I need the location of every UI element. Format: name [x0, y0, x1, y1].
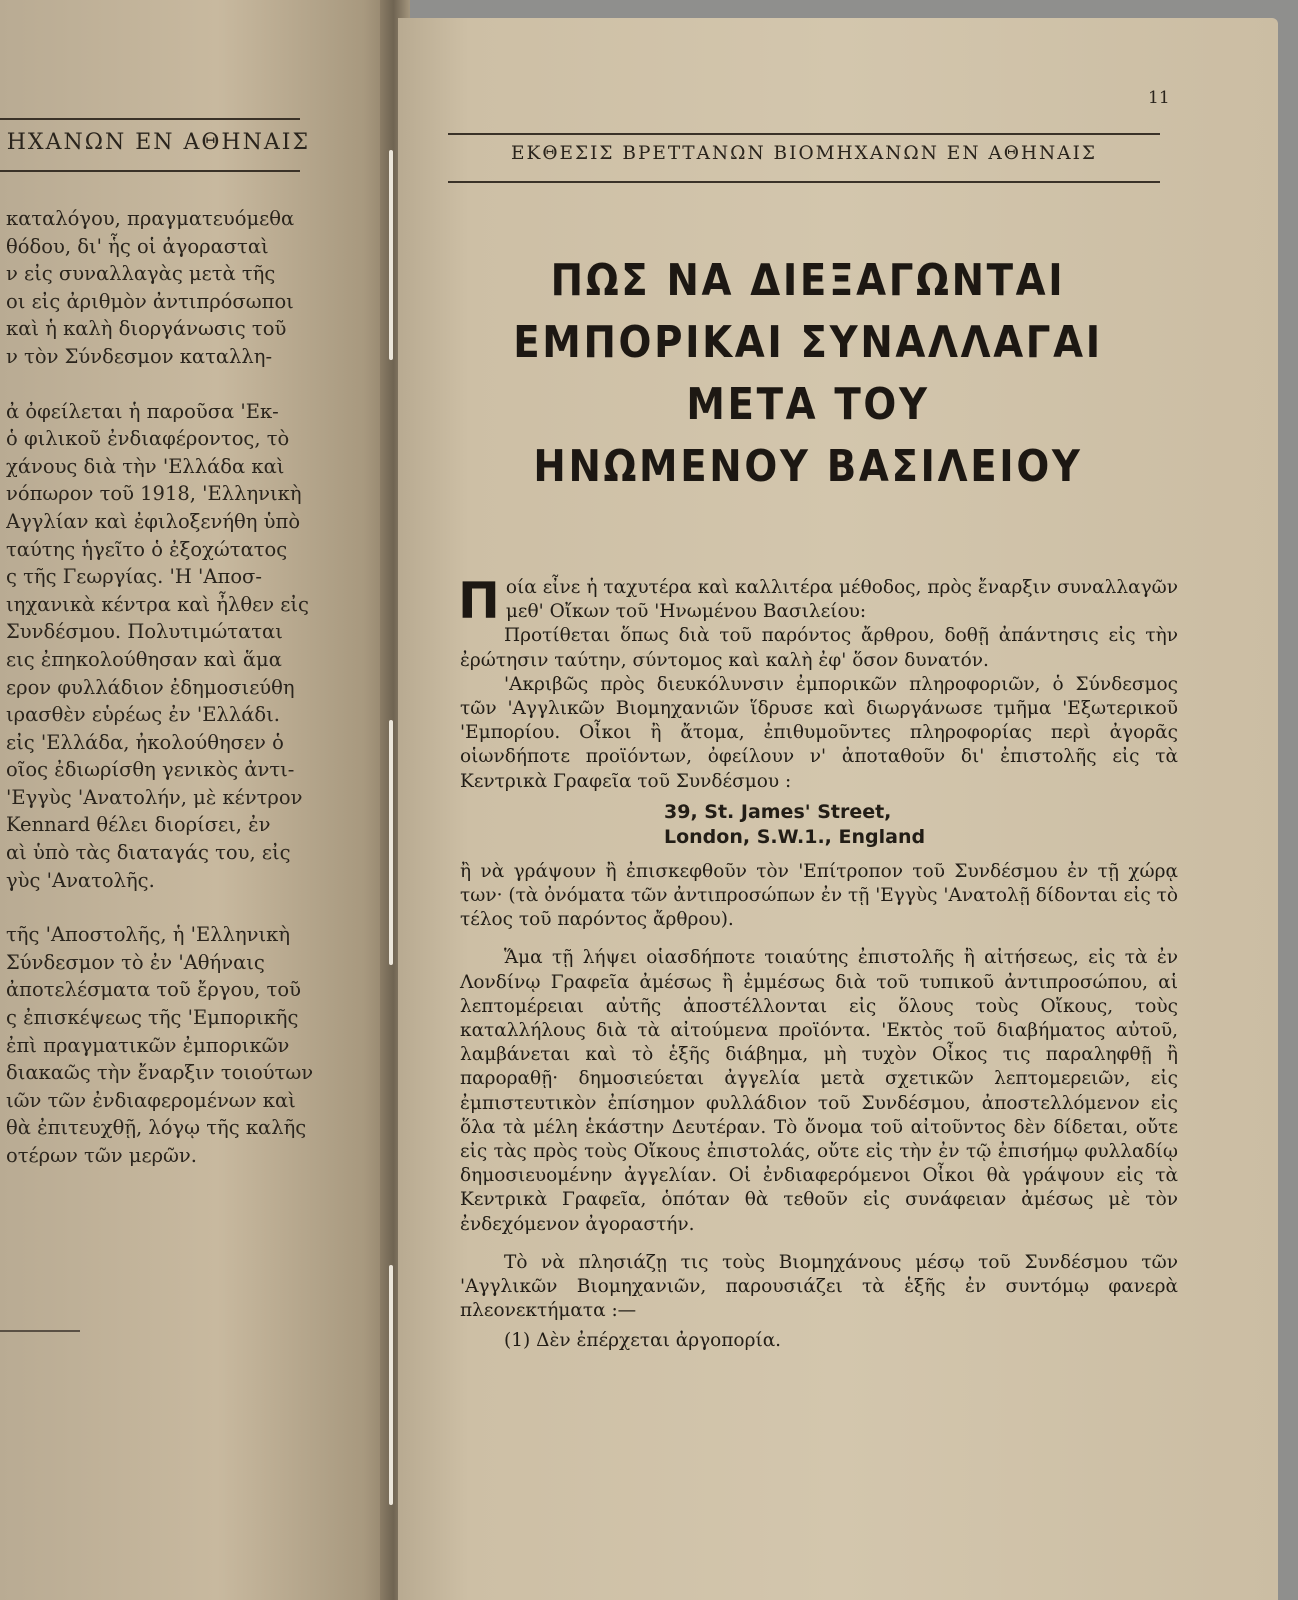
header-rule-bottom	[448, 181, 1160, 183]
left-header-rule-bottom	[0, 170, 300, 172]
title-line: ΠΩΣ ΝΑ ΔΙΕΞΑΓΩΝΤΑΙ	[550, 255, 1066, 306]
left-text-line: νόπωρον τοῦ 1918, 'Ελληνικὴ	[6, 482, 302, 506]
left-text-line: ς τῆς Γεωργίας. 'Η 'Αποσ-	[6, 565, 262, 589]
title-line: ΕΜΠΟΡΙΚΑΙ ΣΥΝΑΛΛΑΓΑΙ	[513, 317, 1103, 368]
left-text-line: ιῶν τῶν ἐνδιαφερομένων καὶ	[6, 1088, 296, 1112]
address-block	[664, 800, 1178, 850]
left-text-line: ν εἰς συναλλαγὰς μετὰ τῆς	[6, 262, 276, 286]
left-text-line: ιηχανικὰ κέντρα καὶ ἦλθεν εἰς	[6, 592, 309, 616]
left-text-line: εἰς 'Ελλάδα, ἠκολούθησεν ὁ	[6, 730, 284, 754]
left-paragraph-3	[6, 921, 321, 1169]
article-title	[438, 250, 1178, 498]
drop-cap: Π	[458, 572, 500, 630]
right-page	[398, 18, 1278, 1600]
left-text-line: οτέρων τῶν μερῶν.	[6, 1144, 197, 1167]
left-text-line: ερον φυλλάδιον ἐδημοσιεύθη	[6, 675, 295, 699]
address-city: London, S.W.1., England	[664, 825, 926, 848]
title-line: ΜΕΤΑ ΤΟΥ	[686, 379, 930, 430]
left-text-line: γὺς 'Ανατολῆς.	[6, 868, 155, 892]
left-text-line: ν τὸν Σύνδεσμον καταλλη-	[6, 344, 273, 368]
left-text-line: καὶ ἡ καλὴ διοργάνωσις τοῦ	[6, 317, 287, 341]
left-running-head: ΗΧΑΝΩΝ ΕΝ ΑΘΗΝΑΙΣ	[6, 130, 310, 155]
list-item: (1) Δὲν ἐπέρχεται ἀργοπορία.	[504, 1330, 782, 1352]
left-text-line: θὰ ἐπιτευχθῇ, λόγῳ τῆς καλῆς	[6, 1116, 307, 1140]
left-text-line: Συνδέσμου. Πολυτιμώταται	[6, 620, 283, 644]
article-body	[458, 572, 1178, 1354]
left-text-line: οῖος ἐδιωρίσθη γενικὸς ἀντι-	[6, 758, 295, 782]
binding-stitch	[389, 720, 393, 965]
left-text-line: χάνους διὰ τὴν 'Ελλάδα καὶ	[6, 454, 285, 478]
left-text-line: ἀποτελέσματα τοῦ ἔργου, τοῦ	[6, 978, 301, 1002]
left-text-line: εις ἐπηκολούθησαν καὶ ἅμα	[6, 647, 282, 671]
left-text-line: Αγγλίαν καὶ ἐφιλοξενήθη ὑπὸ	[6, 509, 301, 533]
header-rule-top	[448, 133, 1160, 135]
paragraph: ἢ νὰ γράψουν ἢ ἐπισκεφθοῦν τὸν 'Επίτροπον τοῦ Συνδέσμου ἐν τῇ χώρᾳ των· (τὰ ὀνόματα τῶν ἀντιπροσώπων ἐν τῇ 'Εγγὺς 'Ανατολῇ δίδονται εἰς τὸ τέλος τοῦ παρόντος ἄρθρου).	[460, 860, 1178, 931]
left-text-line: καταλόγου, πραγματευόμεθα	[6, 207, 295, 230]
paragraph: Τὸ νὰ πλησιάζῃ τις τοὺς Βιομηχάνους μέσῳ τοῦ Συνδέσμου τῶν 'Αγγλικῶν Βιομηχανιῶν, παρουσιάζει τὰ ἑξῆς ἐν συντόμῳ φανερὰ πλεονεκτήματα :—	[460, 1251, 1178, 1322]
running-head: ΕΚΘΕΣΙΣ ΒΡΕΤΤΑΝΩΝ ΒΙΟΜΗΧΑΝΩΝ ΕΝ ΑΘΗΝΑΙΣ	[511, 143, 1097, 164]
binding-stitch	[389, 150, 393, 360]
left-text-line: ἐπὶ πραγματικῶν ἐμπορικῶν	[6, 1033, 290, 1057]
left-text-line: τῆς 'Αποστολῆς, ἡ 'Ελληνικὴ	[6, 923, 291, 947]
left-end-rule	[0, 1330, 80, 1332]
paragraph: Ἅμα τῇ λήψει οἱασδήποτε τοιαύτης ἐπιστολῆς ἢ αἰτήσεως, εἰς τὰ ἐν Λονδίνῳ Γραφεῖα ἀμέσως ἢ ἐμμέσως διὰ τοῦ τυπικοῦ ἀντιπροσώπου, αἱ λεπτομέρειαι αὐτῆς ἀποστέλλονται εἰς ὅλους τοὺς Οἴκους, τοὺς καταλλήλους διὰ τὰ αἰτούμενα προϊόντα. 'Εκτὸς τοῦ διαβήματος αὐτοῦ, λαμβάνεται καὶ τὸ ἑξῆς διάβημα, μὴ τυχὸν Οἶκος τις παραληφθῇ ἢ παροραθῇ· δημοσιεύεται ἀγγελία μετὰ σχετικῶν λεπτομερειῶν, εἰς ἐμπιστευτικὸν ἐπίσημον φυλλάδιον τοῦ Συνδέσμου, ἀποστελλόμενον εἰς ὅλα τὰ μέλη ἑκάστην Δευτέραν. Τὸ ὄνομα τοῦ αἰτοῦντος δὲν δίδεται, οὔτε εἰς τὰς πρὸς τοὺς Οἴκους ἐπιστολάς, οὔτε εἰς τὴν ἐν τῷ ἐπισήμῳ φυλλαδίῳ δημοσιευομένην ἀγγελίαν. Οἱ ἐνδιαφερόμενοι Οἶκοι θὰ γράψουν εἰς τὰ Κεντρικὰ Γραφεῖα, ὁπόταν θὰ τεθοῦν εἰς συνάφειαν ἀμέσως μὲ τὸν ἐνδεχόμενον ἀγοραστήν.	[460, 947, 1178, 1235]
title-line: ΗΝΩΜΕΝΟΥ ΒΑΣΙΛΕΙΟΥ	[533, 441, 1083, 492]
paragraph: 'Ακριβῶς πρὸς διευκόλυνσιν ἐμπορικῶν πληροφοριῶν, ὁ Σύνδεσμος τῶν 'Αγγλικῶν Βιομηχανιῶν ἵδρυσε καὶ διωργάνωσε τμῆμα 'Εξωτερικοῦ 'Εμπορίου. Οἶκοι ἢ ἄτομα, ἐπιθυμοῦντες πληροφορίας περὶ ἀγορᾶς οἱωνδήποτε προϊόντων, ὀφείλουν ν' ἀποταθοῦν δι' ἐπιστολῆς εἰς τὰ Κεντρικὰ Γραφεῖα τοῦ Συνδέσμου :	[460, 673, 1178, 792]
left-text-line: Kennard θέλει διορίσει, ἐν	[6, 813, 271, 837]
left-paragraph-1	[6, 205, 321, 371]
left-text-line: οι εἰς ἀριθμὸν ἀντιπρόσωποι	[6, 289, 294, 313]
intro-paragraph	[458, 572, 1178, 630]
left-text-line: αὶ ὑπὸ τὰς διαταγάς του, εἰς	[6, 841, 291, 865]
left-text-line: ἀ ὀφείλεται ἡ παροῦσα 'Εκ-	[6, 399, 279, 423]
left-text-line: θόδου, δι' ἧς οἱ ἀγορασταὶ	[6, 234, 269, 258]
left-paragraph-2	[6, 398, 321, 895]
left-page-text	[6, 205, 321, 1170]
left-text-line: διακαῶς τὴν ἔναρξιν τοιούτων	[6, 1061, 314, 1085]
page-number: 11	[1148, 88, 1170, 108]
left-text-line: Σύνδεσμον τὸ ἐν 'Αθήναις	[6, 950, 265, 974]
left-text-line: ς ἐπισκέψεως τῆς 'Εμπορικῆς	[6, 1006, 299, 1030]
left-text-line: ὁ φιλικοῦ ἐνδιαφέροντος, τὸ	[6, 427, 290, 451]
left-text-line: 'Εγγὺς 'Ανατολήν, μὲ κέντρον	[6, 785, 303, 809]
left-header-rule-top	[0, 118, 300, 120]
left-page	[0, 0, 395, 1600]
left-text-line: ιρασθὲν εὑρέως ἐν 'Ελλάδι.	[6, 703, 280, 727]
address-street: 39, St. James' Street,	[664, 800, 892, 823]
paragraph: Προτίθεται ὅπως διὰ τοῦ παρόντος ἄρθρου, δοθῇ ἀπάντησις εἰς τὴν ἐρώτησιν ταύτην, σύντομος καὶ καλὴ ἐφ' ὅσον δυνατόν.	[460, 625, 1178, 671]
intro-text: οία εἶνε ἡ ταχυτέρα καὶ καλλιτέρα μέθοδος, πρὸς ἔναρξιν συναλλαγῶν μεθ' Οἴκων τοῦ 'Ηνωμένου Βασιλείου:	[505, 577, 1178, 623]
binding-stitch	[389, 1265, 393, 1505]
left-text-line: ταύτης ἡγεῖτο ὁ ἐξοχώτατος	[6, 537, 288, 561]
